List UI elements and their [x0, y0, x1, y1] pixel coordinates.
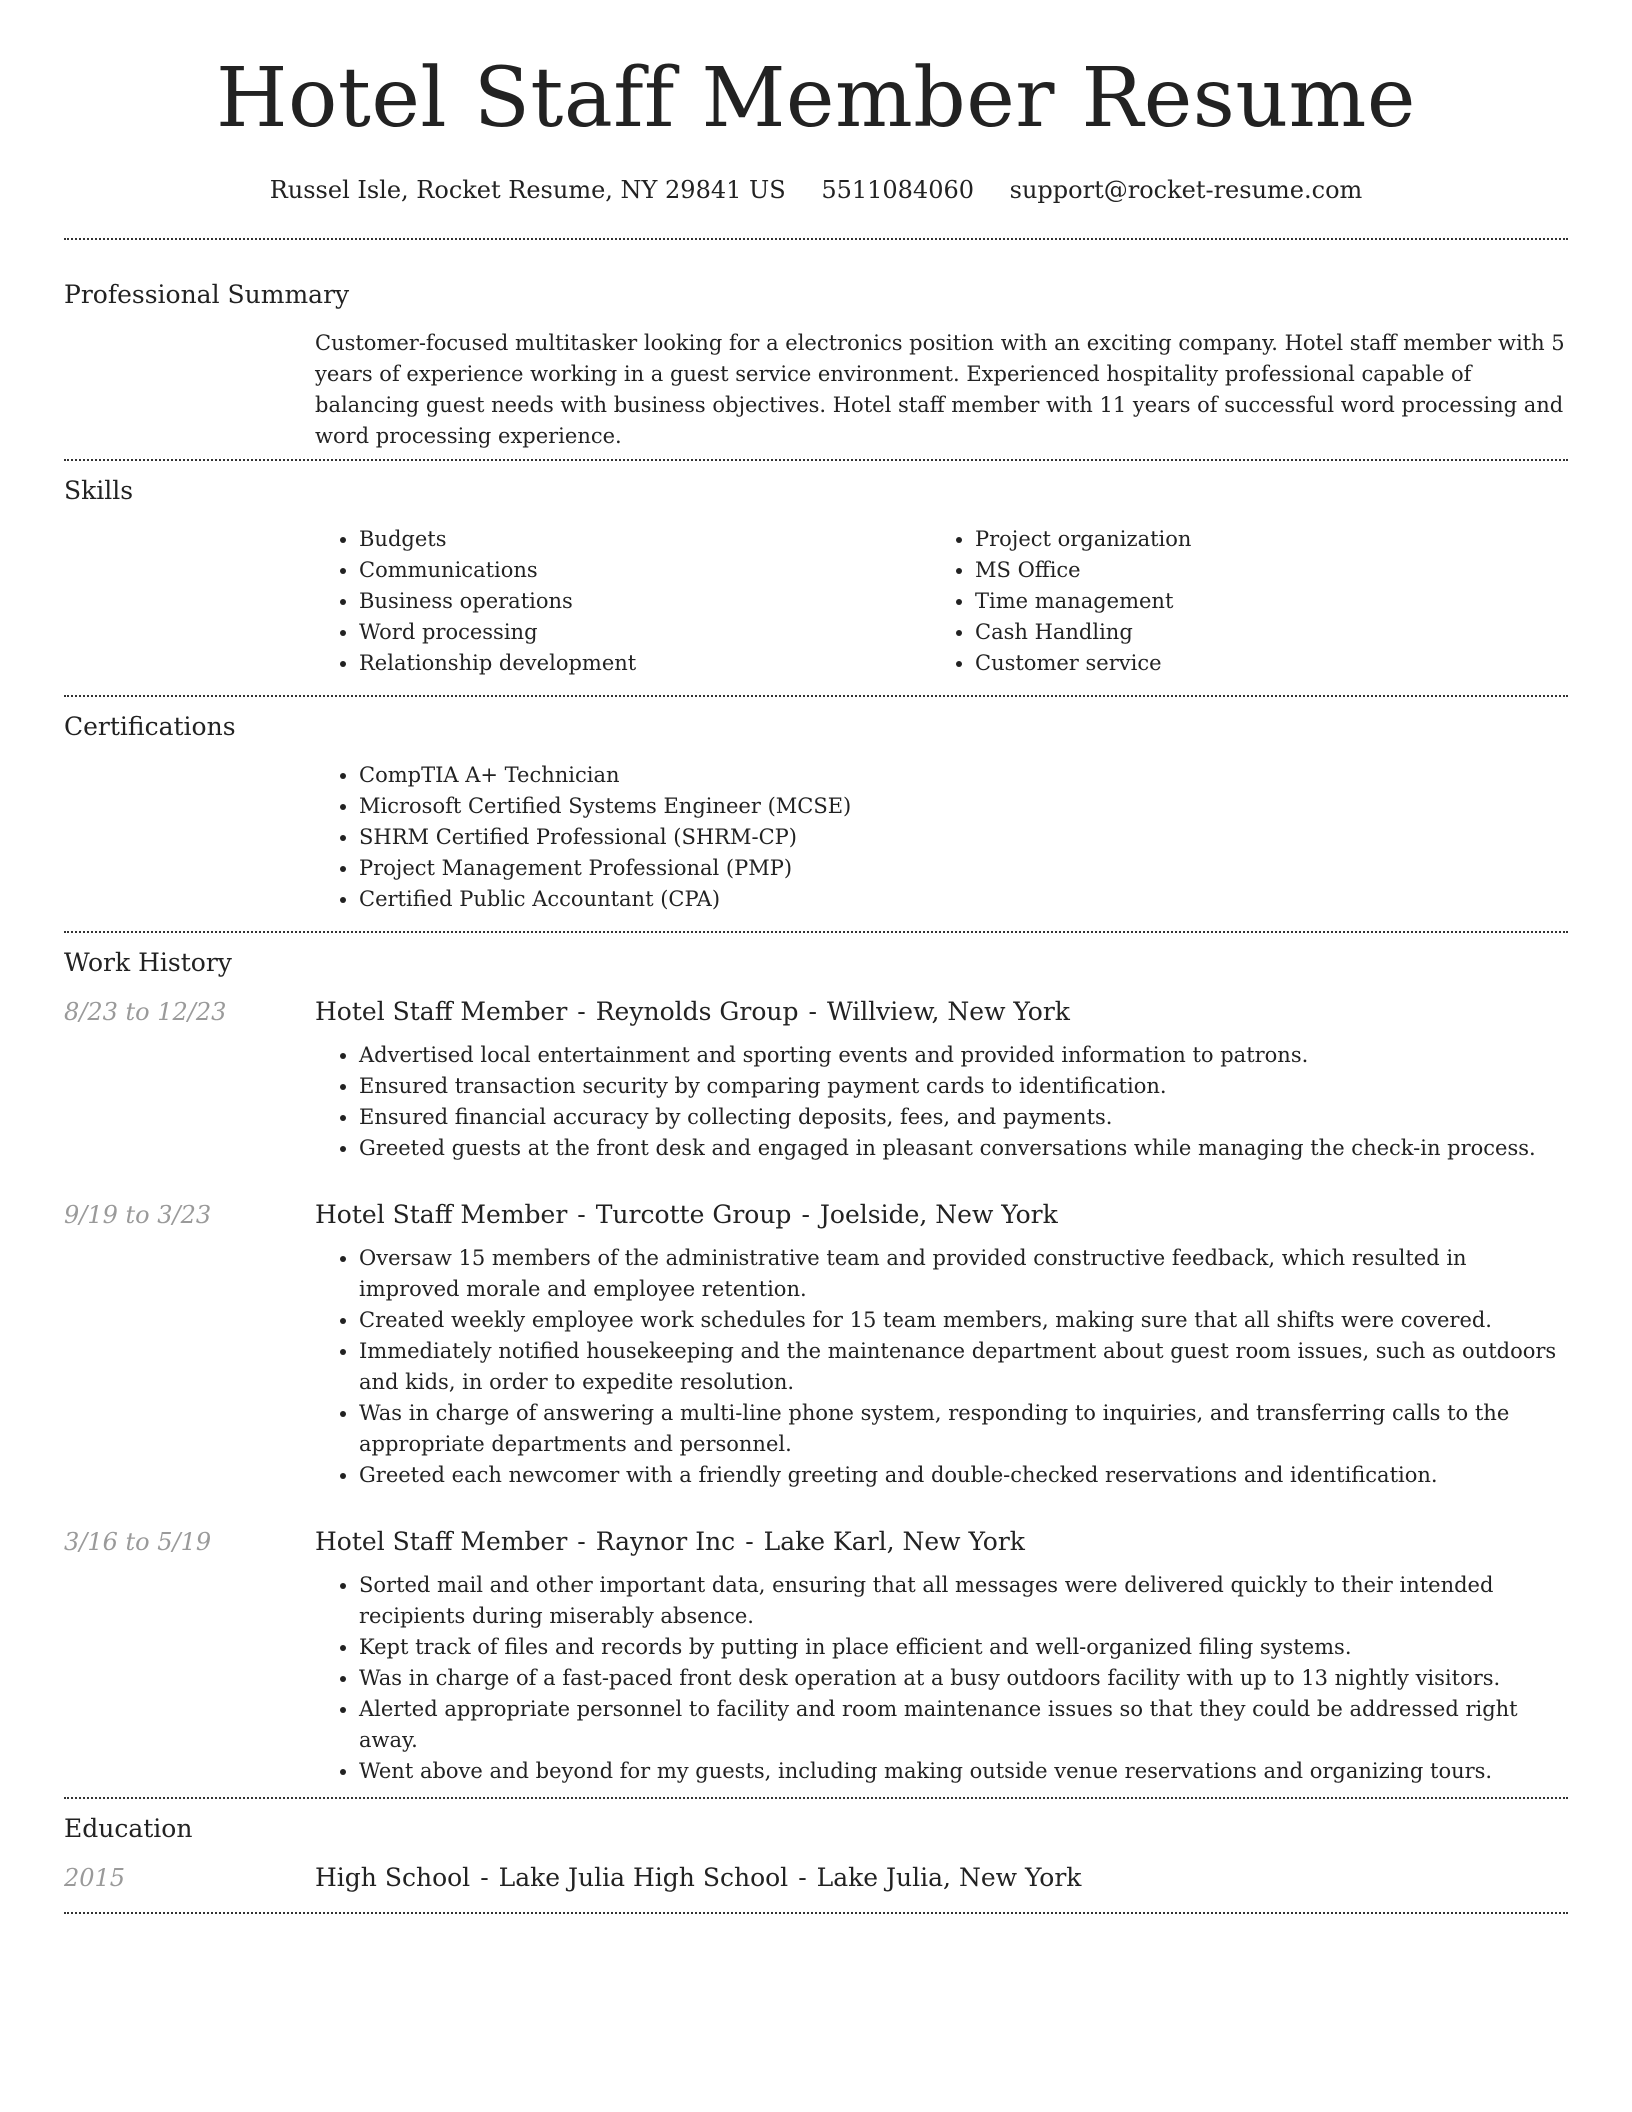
education-year: 2015	[64, 1864, 126, 1892]
education-entry	[64, 1865, 1568, 1890]
separator: -	[798, 1863, 807, 1892]
job-bullets	[315, 1243, 1568, 1491]
job-company: Raynor Inc	[595, 1527, 736, 1556]
separator: -	[577, 1527, 586, 1556]
list-item: • Project organization	[975, 524, 1568, 555]
job-location: Willview, New York	[826, 997, 1070, 1026]
separator: -	[745, 1527, 754, 1556]
divider	[64, 1912, 1568, 1914]
separator: -	[808, 997, 817, 1026]
list-item: • Project Management Professional (PMP)	[359, 853, 1568, 884]
job-title-line	[315, 1202, 1058, 1227]
job-entry	[64, 999, 1568, 1164]
list-item: • MS Office	[975, 555, 1568, 586]
education-location: Lake Julia, New York	[816, 1863, 1082, 1892]
education-title-line	[315, 1865, 1081, 1890]
list-item: • Communications	[359, 555, 931, 586]
contact-line	[64, 178, 1568, 202]
list-item: • Was in charge of answering a multi-line phone system, responding to inquiries, and transferring calls to the appropriate departments and personnel.	[359, 1398, 1568, 1460]
skills-section	[64, 478, 1568, 679]
list-item: • Time management	[975, 586, 1568, 617]
list-item: • Ensured financial accuracy by collecting deposits, fees, and payments.	[359, 1102, 1568, 1133]
education-section	[64, 1816, 1568, 1890]
divider	[64, 695, 1568, 697]
list-item: • CompTIA A+ Technician	[359, 760, 1568, 791]
job-role: Hotel Staff Member	[315, 997, 568, 1026]
certifications-heading: Certifications	[64, 712, 236, 741]
job-dates: 3/16 to 5/19	[64, 1528, 212, 1556]
work-heading: Work History	[64, 948, 232, 977]
list-item: • SHRM Certified Professional (SHRM-CP)	[359, 822, 1568, 853]
list-item: • Oversaw 15 members of the administrative team and provided constructive feedback, which resulted in improved morale and employee retention.	[359, 1243, 1568, 1305]
job-role: Hotel Staff Member	[315, 1527, 568, 1556]
certifications-section	[64, 714, 1568, 915]
work-section	[64, 950, 1568, 1787]
job-header	[64, 1202, 1568, 1227]
list-item: • Kept track of files and records by putting in place efficient and well-organized filing systems.	[359, 1632, 1568, 1663]
resume-title: Hotel Staff Member Resume	[216, 51, 1416, 146]
skills-list-right	[931, 524, 1568, 679]
list-item: • Was in charge of a fast-paced front desk operation at a busy outdoors facility with up to 13 nightly visitors.	[359, 1663, 1568, 1694]
contact-address: Russel Isle, Rocket Resume, NY 29841 US	[269, 176, 786, 204]
separator: -	[801, 1200, 810, 1229]
job-location: Joelside, New York	[819, 1200, 1058, 1229]
job-dates: 8/23 to 12/23	[64, 998, 227, 1026]
job-title-line	[315, 1529, 1025, 1554]
skills-list-left	[315, 524, 931, 679]
contact-email: support@rocket-resume.com	[1009, 176, 1363, 204]
divider	[64, 931, 1568, 933]
list-item: • Word processing	[359, 617, 931, 648]
list-item: • Budgets	[359, 524, 931, 555]
job-entry	[64, 1202, 1568, 1491]
job-header	[64, 999, 1568, 1024]
list-item: • Relationship development	[359, 648, 931, 679]
summary-section	[64, 282, 1568, 452]
job-role: Hotel Staff Member	[315, 1200, 568, 1229]
job-title-line	[315, 999, 1070, 1024]
list-item: • Created weekly employee work schedules for 15 team members, making sure that all shifts were covered.	[359, 1305, 1568, 1336]
divider	[64, 459, 1568, 461]
certifications-list	[315, 760, 1568, 915]
summary-heading: Professional Summary	[64, 280, 350, 309]
separator: -	[480, 1863, 489, 1892]
list-item: • Sorted mail and other important data, ensuring that all messages were delivered quickly to their intended recipients during miserably absence.	[359, 1570, 1568, 1632]
contact-phone: 5511084060	[821, 176, 975, 204]
job-company: Turcotte Group	[595, 1200, 792, 1229]
list-item: • Customer service	[975, 648, 1568, 679]
education-degree: High School	[315, 1863, 471, 1892]
job-bullets	[315, 1570, 1568, 1787]
education-heading: Education	[64, 1814, 193, 1843]
list-item: • Advertised local entertainment and sporting events and provided information to patrons.	[359, 1040, 1568, 1071]
list-item: • Business operations	[359, 586, 931, 617]
skills-heading: Skills	[64, 476, 134, 505]
job-entry	[64, 1529, 1568, 1787]
divider	[64, 238, 1568, 240]
list-item: • Alerted appropriate personnel to facility and room maintenance issues so that they could be addressed right away.	[359, 1694, 1568, 1756]
education-header	[64, 1865, 1568, 1890]
separator: -	[577, 1200, 586, 1229]
list-item: • Greeted each newcomer with a friendly greeting and double-checked reservations and identification.	[359, 1460, 1568, 1491]
job-bullets	[315, 1040, 1568, 1164]
list-item: • Ensured transaction security by comparing payment cards to identification.	[359, 1071, 1568, 1102]
list-item: • Microsoft Certified Systems Engineer (MCSE)	[359, 791, 1568, 822]
list-item: • Greeted guests at the front desk and engaged in pleasant conversations while managing the check-in process.	[359, 1133, 1568, 1164]
list-item: • Went above and beyond for my guests, including making outside venue reservations and organizing tours.	[359, 1756, 1568, 1787]
separator: -	[577, 997, 586, 1026]
summary-text: Customer-focused multitasker looking for a electronics position with an exciting company. Hotel staff member with 5 years of experience working in a guest service environment. Experienced hospitality professional capable of balancing guest needs with business objectives. Hotel staff member with 11 years of successful word processing and word processing experience.	[315, 331, 1565, 448]
list-item: • Certified Public Accountant (CPA)	[359, 884, 1568, 915]
education-school: Lake Julia High School	[498, 1863, 789, 1892]
job-location: Lake Karl, New York	[763, 1527, 1025, 1556]
job-company: Reynolds Group	[595, 997, 799, 1026]
divider	[64, 1797, 1568, 1799]
job-dates: 9/19 to 3/23	[64, 1201, 212, 1229]
list-item: • Cash Handling	[975, 617, 1568, 648]
job-header	[64, 1529, 1568, 1554]
list-item: • Immediately notified housekeeping and the maintenance department about guest room issues, such as outdoors and kids, in order to expedite resolution.	[359, 1336, 1568, 1398]
